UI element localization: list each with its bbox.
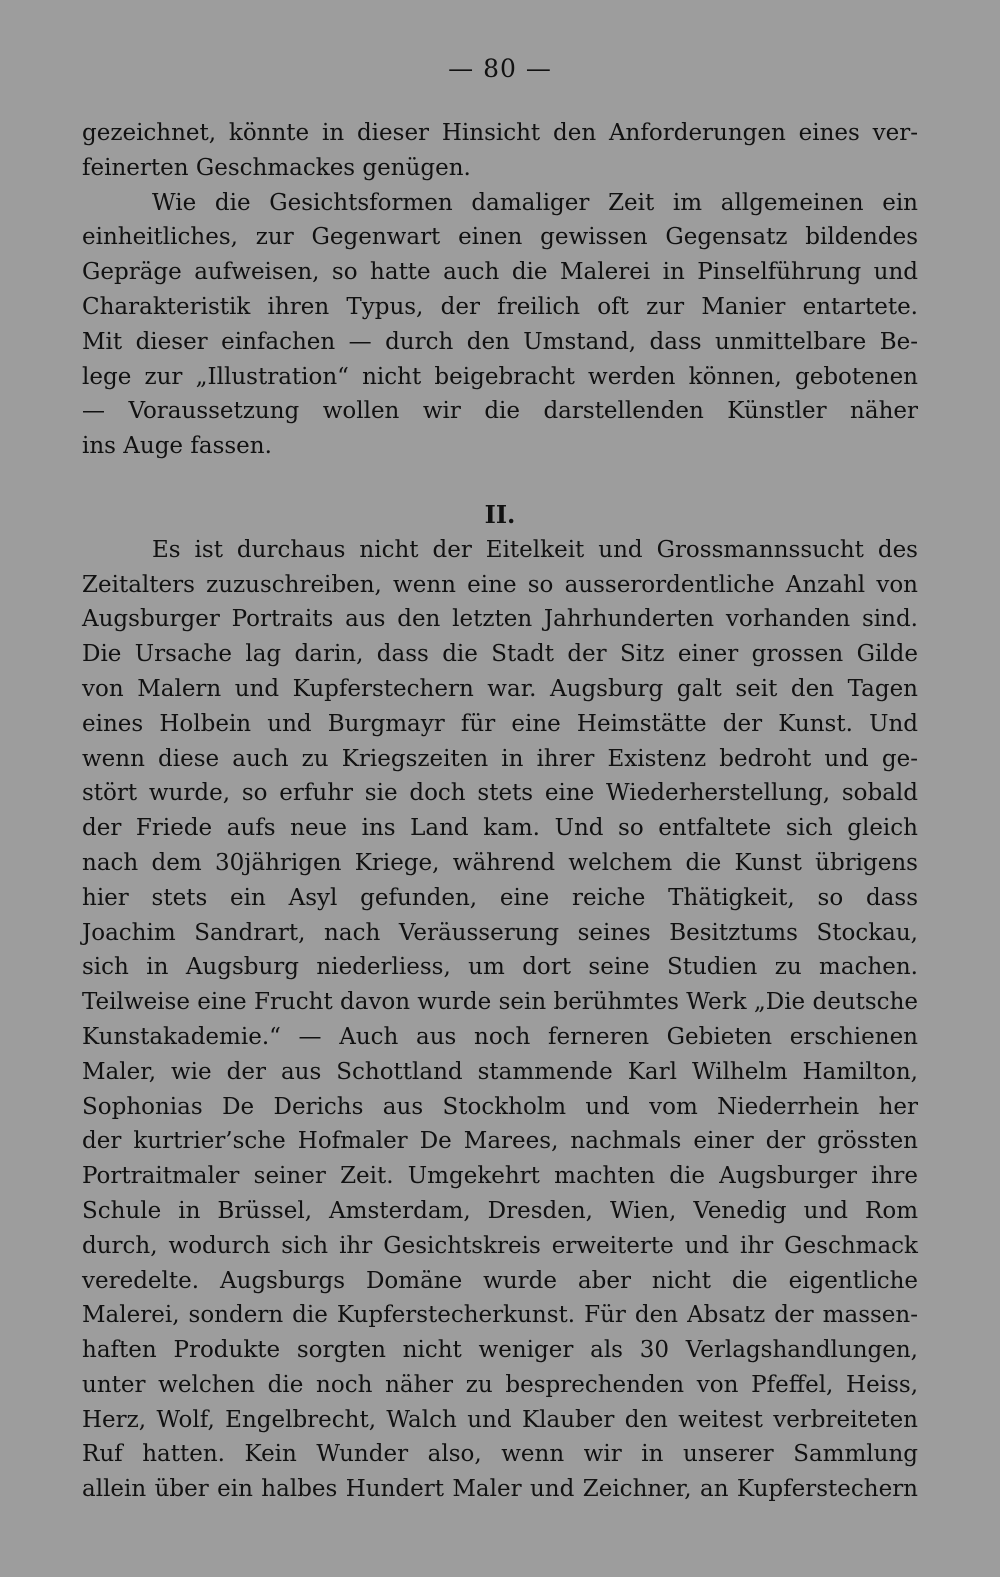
text-line: Maler, wie der aus Schottland stammende Karl Wilhelm Hamilton, — [82, 1058, 918, 1085]
text-line: Schule in Brüssel, Amsterdam, Dresden, Wien, Venedig und Rom — [82, 1197, 918, 1224]
text-line: allein über ein halbes Hundert Maler und Zeichner, an Kupferstechern — [82, 1476, 918, 1503]
text-line: ins Auge fassen. — [82, 433, 272, 460]
text-line: Portraitmaler seiner Zeit. Umgekehrt machten die Augsburger ihre — [82, 1163, 918, 1190]
text-line: feinerten Geschmackes genügen. — [82, 154, 471, 181]
text-line: Kunstakademie.“ — Auch aus noch ferneren Gebieten erschienen — [82, 1023, 918, 1050]
text-line: wenn diese auch zu Kriegszeiten in ihrer Existenz bedroht und ge- — [82, 745, 918, 772]
text-line: Die Ursache lag darin, dass die Stadt der Sitz einer grossen Gilde — [82, 641, 918, 668]
text-line: der Friede aufs neue ins Land kam. Und so entfaltete sich gleich — [82, 815, 918, 842]
text-line: Gepräge aufweisen, so hatte auch die Malerei in Pinselführung und — [82, 259, 918, 286]
text-line: hier stets ein Asyl gefunden, eine reiche Thätigkeit, so dass — [82, 884, 918, 911]
text-line: Es ist durchaus nicht der Eitelkeit und Grossmannssucht des — [152, 536, 918, 563]
text-line: Charakteristik ihren Typus, der freilich oft zur Manier entartete. — [82, 293, 918, 320]
text-line: Augsburger Portraits aus den letzten Jahrhunderten vorhanden sind. — [82, 606, 918, 633]
section-heading: II. — [484, 499, 516, 529]
text-line: — Voraussetzung wollen wir die darstellenden Künstler näher — [82, 398, 918, 425]
text-line: Malerei, sondern die Kupferstecherkunst. Für den Absatz der massen- — [82, 1302, 918, 1329]
paragraph-1 — [82, 116, 918, 186]
text-line: der kurtrier’sche Hofmaler De Marees, nachmals einer der grössten — [82, 1128, 918, 1155]
text-line: von Malern und Kupferstechern war. Augsburg galt seit den Tagen — [82, 675, 918, 702]
text-line: durch, wodurch sich ihr Gesichtskreis erweiterte und ihr Geschmack — [82, 1232, 918, 1259]
text-line: nach dem 30jährigen Kriege, während welchem die Kunst übrigens — [82, 849, 918, 876]
text-line: haften Produkte sorgten nicht weniger als 30 Verlagshandlungen, — [82, 1337, 918, 1364]
text-line: gezeichnet, könnte in dieser Hinsicht den Anforderungen eines ver- — [82, 120, 918, 146]
text-line: lege zur „Illustration“ nicht beigebracht werden können, gebotenen — [82, 363, 918, 390]
text-line: Herz, Wolf, Engelbrecht, Walch und Klauber den weitest verbreiteten — [82, 1406, 918, 1433]
paragraph-2 — [82, 186, 918, 464]
text-line: Zeitalters zuzuschreiben, wenn eine so ausserordentliche Anzahl von — [82, 571, 918, 598]
text-line: unter welchen die noch näher zu besprechenden von Pfeffel, Heiss, — [82, 1371, 918, 1398]
text-line: Joachim Sandrart, nach Veräusserung seines Besitztums Stockau, — [82, 919, 918, 946]
text-line: einheitliches, zur Gegenwart einen gewissen Gegensatz bildendes — [82, 224, 918, 251]
paragraph-3 — [82, 533, 918, 1507]
text-line: eines Holbein und Burgmayr für eine Heimstätte der Kunst. Und — [82, 710, 918, 737]
text-line: Ruf hatten. Kein Wunder also, wenn wir in unserer Sammlung — [82, 1441, 918, 1468]
text-line: sich in Augsburg niederliess, um dort seine Studien zu machen. — [82, 954, 918, 981]
text-line: Sophonias De Derichs aus Stockholm und vom Niederrhein her — [82, 1093, 918, 1120]
text-line: stört wurde, so erfuhr sie doch stets eine Wiederherstellung, sobald — [82, 780, 918, 807]
body-text — [82, 116, 918, 1507]
text-line: Teilweise eine Frucht davon wurde sein berühmtes Werk „Die deutsche — [82, 989, 918, 1016]
page-number: — 80 — — [448, 54, 552, 83]
text-line: Wie die Gesichtsformen damaliger Zeit im allgemeinen ein — [152, 189, 918, 216]
text-line: Mit dieser einfachen — durch den Umstand, dass unmittelbare Be- — [82, 328, 918, 355]
text-line: veredelte. Augsburgs Domäne wurde aber nicht die eigentliche — [82, 1267, 918, 1294]
